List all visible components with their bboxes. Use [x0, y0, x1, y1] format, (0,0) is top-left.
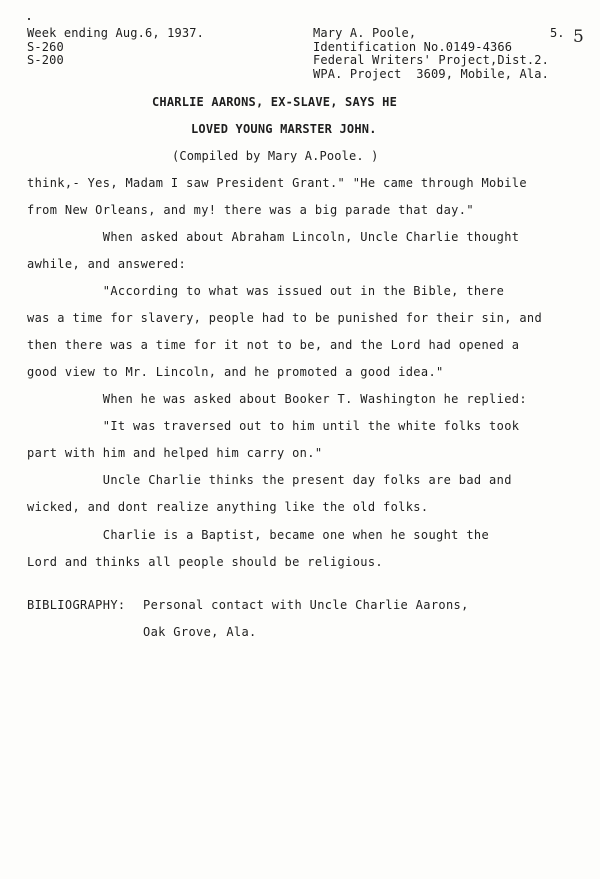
header-wpa-project: WPA. Project 3609, Mobile, Ala.	[313, 67, 549, 81]
body-line: awhile, and answered:	[27, 257, 187, 271]
bibliography-label: BIBLIOGRAPHY:	[27, 598, 126, 612]
body-line: wicked, and dont realize anything like the old folks.	[27, 500, 429, 514]
title-line-2: LOVED YOUNG MARSTER JOHN.	[191, 122, 377, 136]
page-number-typed: 5.	[550, 26, 565, 40]
title-compiled-by: (Compiled by Mary A.Poole. )	[172, 149, 379, 163]
body-line: Uncle Charlie thinks the present day folks are bad and	[27, 473, 512, 487]
body-line: Charlie is a Baptist, became one when he sought the	[27, 528, 490, 542]
bibliography-source: Personal contact with Uncle Charlie Aarons,	[143, 598, 469, 612]
header-code-s260: S-260	[27, 40, 64, 54]
bibliography-location: Oak Grove, Ala.	[143, 625, 257, 639]
body-line: was a time for slavery, people had to be punished for their sin, and	[27, 311, 543, 325]
header-identification: Identification No.0149-4366	[313, 40, 513, 54]
body-line: When he was asked about Booker T. Washington he replied:	[27, 392, 527, 406]
header-project: Federal Writers' Project,Dist.2.	[313, 53, 549, 67]
page-number-handwritten: 5	[573, 27, 584, 47]
body-line: then there was a time for it not to be, and the Lord had opened a	[27, 338, 520, 352]
body-line: part with him and helped him carry on."	[27, 446, 323, 460]
body-line: think,- Yes, Madam I saw President Grant." "He came through Mobile	[27, 176, 527, 190]
header-author: Mary A. Poole,	[313, 26, 417, 40]
header-code-s200: S-200	[27, 53, 64, 67]
body-line: good view to Mr. Lincoln, and he promoted a good idea."	[27, 365, 444, 379]
margin-mark	[28, 18, 30, 20]
body-line: "It was traversed out to him until the white folks took	[27, 419, 520, 433]
title-line-1: CHARLIE AARONS, EX-SLAVE, SAYS HE	[152, 95, 398, 109]
body-line: from New Orleans, and my! there was a big parade that day."	[27, 203, 474, 217]
body-line: Lord and thinks all people should be religious.	[27, 555, 384, 569]
header-week-ending: Week ending Aug.6, 1937.	[27, 26, 204, 40]
body-line: When asked about Abraham Lincoln, Uncle Charlie thought	[27, 230, 520, 244]
body-line: "According to what was issued out in the Bible, there	[27, 284, 505, 298]
